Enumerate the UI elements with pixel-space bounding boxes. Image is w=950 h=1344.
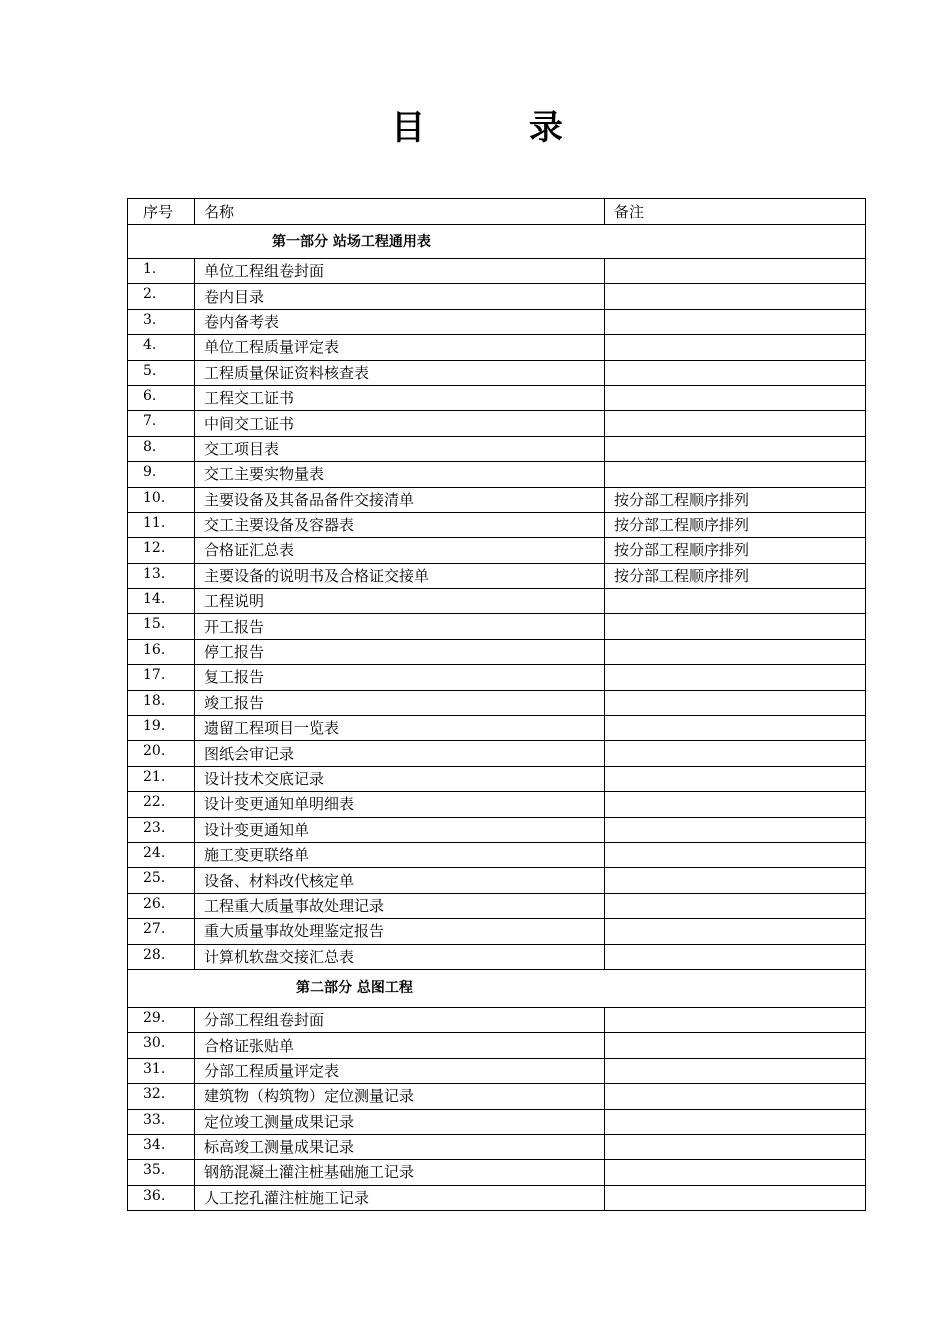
row-note	[605, 944, 866, 969]
section-title: 第二部分 总图工程	[128, 969, 866, 1007]
row-number: 21.	[128, 766, 195, 791]
row-note: 按分部工程顺序排列	[605, 512, 866, 537]
row-number: 20.	[128, 741, 195, 766]
row-name: 竣工报告	[195, 690, 605, 715]
table-row	[128, 1134, 866, 1159]
row-note	[605, 1033, 866, 1058]
row-number: 25.	[128, 868, 195, 893]
row-note	[605, 614, 866, 639]
header-num: 序号	[128, 199, 195, 225]
row-name: 标高竣工测量成果记录	[195, 1134, 605, 1159]
table-row	[128, 1185, 866, 1210]
row-note	[605, 335, 866, 360]
row-number: 23.	[128, 817, 195, 842]
row-name: 设计变更通知单	[195, 817, 605, 842]
row-note	[605, 690, 866, 715]
row-note	[605, 385, 866, 410]
table-row	[128, 1109, 866, 1134]
table-row	[128, 360, 866, 385]
table-row	[128, 893, 866, 918]
row-name: 分部工程质量评定表	[195, 1058, 605, 1083]
row-name: 单位工程组卷封面	[195, 259, 605, 284]
row-number: 17.	[128, 665, 195, 690]
header-row	[128, 199, 866, 225]
row-number: 19.	[128, 716, 195, 741]
row-name: 钢筋混凝土灌注桩基础施工记录	[195, 1160, 605, 1185]
row-number: 3.	[128, 309, 195, 334]
row-number: 8.	[128, 436, 195, 461]
row-number: 1.	[128, 259, 195, 284]
page-title: 目 录	[391, 108, 609, 148]
row-number: 33.	[128, 1109, 195, 1134]
table-row	[128, 538, 866, 563]
row-note	[605, 1109, 866, 1134]
row-number: 2.	[128, 284, 195, 309]
row-name: 中间交工证书	[195, 411, 605, 436]
row-name: 开工报告	[195, 614, 605, 639]
row-name: 复工报告	[195, 665, 605, 690]
row-number: 10.	[128, 487, 195, 512]
table-row	[128, 309, 866, 334]
row-note	[605, 665, 866, 690]
table-row	[128, 716, 866, 741]
row-name: 合格证汇总表	[195, 538, 605, 563]
row-name: 分部工程组卷封面	[195, 1007, 605, 1032]
row-note	[605, 842, 866, 867]
section-row	[128, 969, 866, 1007]
table-row	[128, 487, 866, 512]
row-note	[605, 868, 866, 893]
row-name: 交工项目表	[195, 436, 605, 461]
row-note	[605, 436, 866, 461]
row-note: 按分部工程顺序排列	[605, 487, 866, 512]
row-note	[605, 1134, 866, 1159]
row-note	[605, 411, 866, 436]
row-number: 36.	[128, 1185, 195, 1210]
table-row	[128, 665, 866, 690]
row-name: 遗留工程项目一览表	[195, 716, 605, 741]
row-name: 主要设备及其备品备件交接清单	[195, 487, 605, 512]
row-number: 32.	[128, 1084, 195, 1109]
row-note	[605, 1160, 866, 1185]
row-name: 交工主要设备及容器表	[195, 512, 605, 537]
row-number: 14.	[128, 589, 195, 614]
row-number: 34.	[128, 1134, 195, 1159]
table-row	[128, 335, 866, 360]
row-note	[605, 716, 866, 741]
row-note	[605, 1185, 866, 1210]
row-number: 15.	[128, 614, 195, 639]
table-row	[128, 842, 866, 867]
row-note	[605, 284, 866, 309]
row-number: 31.	[128, 1058, 195, 1083]
row-note	[605, 1084, 866, 1109]
row-number: 35.	[128, 1160, 195, 1185]
row-name: 施工变更联络单	[195, 842, 605, 867]
row-number: 28.	[128, 944, 195, 969]
row-note	[605, 360, 866, 385]
table-row	[128, 1007, 866, 1032]
row-note	[605, 792, 866, 817]
row-number: 9.	[128, 462, 195, 487]
row-number: 18.	[128, 690, 195, 715]
table-row	[128, 1033, 866, 1058]
table-row	[128, 259, 866, 284]
table-row	[128, 411, 866, 436]
row-number: 16.	[128, 639, 195, 664]
table-row	[128, 589, 866, 614]
row-name: 图纸会审记录	[195, 741, 605, 766]
table-row	[128, 1084, 866, 1109]
section-row	[128, 225, 866, 259]
row-note	[605, 1007, 866, 1032]
row-note	[605, 589, 866, 614]
row-number: 6.	[128, 385, 195, 410]
row-name: 设计技术交底记录	[195, 766, 605, 791]
header-note: 备注	[605, 199, 866, 225]
table-row	[128, 512, 866, 537]
row-name: 建筑物（构筑物）定位测量记录	[195, 1084, 605, 1109]
table-row	[128, 868, 866, 893]
table-row	[128, 944, 866, 969]
row-name: 停工报告	[195, 639, 605, 664]
row-name: 人工挖孔灌注桩施工记录	[195, 1185, 605, 1210]
row-name: 工程质量保证资料核查表	[195, 360, 605, 385]
row-note	[605, 817, 866, 842]
table-row	[128, 385, 866, 410]
table-row	[128, 462, 866, 487]
table-row	[128, 690, 866, 715]
row-number: 12.	[128, 538, 195, 563]
header-name: 名称	[195, 199, 605, 225]
row-number: 26.	[128, 893, 195, 918]
row-number: 22.	[128, 792, 195, 817]
table-row	[128, 1058, 866, 1083]
row-note	[605, 741, 866, 766]
row-number: 11.	[128, 512, 195, 537]
row-number: 13.	[128, 563, 195, 588]
row-number: 30.	[128, 1033, 195, 1058]
table-row	[128, 817, 866, 842]
table-row	[128, 284, 866, 309]
table-row	[128, 792, 866, 817]
row-note	[605, 766, 866, 791]
row-note	[605, 309, 866, 334]
row-name: 卷内备考表	[195, 309, 605, 334]
table-row	[128, 563, 866, 588]
row-name: 定位竣工测量成果记录	[195, 1109, 605, 1134]
row-note	[605, 462, 866, 487]
table-row	[128, 436, 866, 461]
row-note	[605, 259, 866, 284]
row-name: 交工主要实物量表	[195, 462, 605, 487]
row-number: 4.	[128, 335, 195, 360]
section-title: 第一部分 站场工程通用表	[128, 225, 866, 259]
row-number: 29.	[128, 1007, 195, 1032]
table-row	[128, 614, 866, 639]
row-note	[605, 919, 866, 944]
row-name: 合格证张贴单	[195, 1033, 605, 1058]
row-note	[605, 1058, 866, 1083]
row-note	[605, 893, 866, 918]
row-name: 卷内目录	[195, 284, 605, 309]
row-note: 按分部工程顺序排列	[605, 563, 866, 588]
row-name: 设计变更通知单明细表	[195, 792, 605, 817]
row-name: 设备、材料改代核定单	[195, 868, 605, 893]
row-number: 27.	[128, 919, 195, 944]
toc-table	[127, 198, 866, 1211]
table-row	[128, 919, 866, 944]
row-name: 计算机软盘交接汇总表	[195, 944, 605, 969]
row-name: 重大质量事故处理鉴定报告	[195, 919, 605, 944]
table-row	[128, 766, 866, 791]
row-note	[605, 639, 866, 664]
row-number: 24.	[128, 842, 195, 867]
row-number: 5.	[128, 360, 195, 385]
row-note: 按分部工程顺序排列	[605, 538, 866, 563]
row-name: 工程交工证书	[195, 385, 605, 410]
row-number: 7.	[128, 411, 195, 436]
row-name: 工程说明	[195, 589, 605, 614]
row-name: 单位工程质量评定表	[195, 335, 605, 360]
row-name: 主要设备的说明书及合格证交接单	[195, 563, 605, 588]
table-row	[128, 741, 866, 766]
table-row	[128, 1160, 866, 1185]
table-row	[128, 639, 866, 664]
row-name: 工程重大质量事故处理记录	[195, 893, 605, 918]
